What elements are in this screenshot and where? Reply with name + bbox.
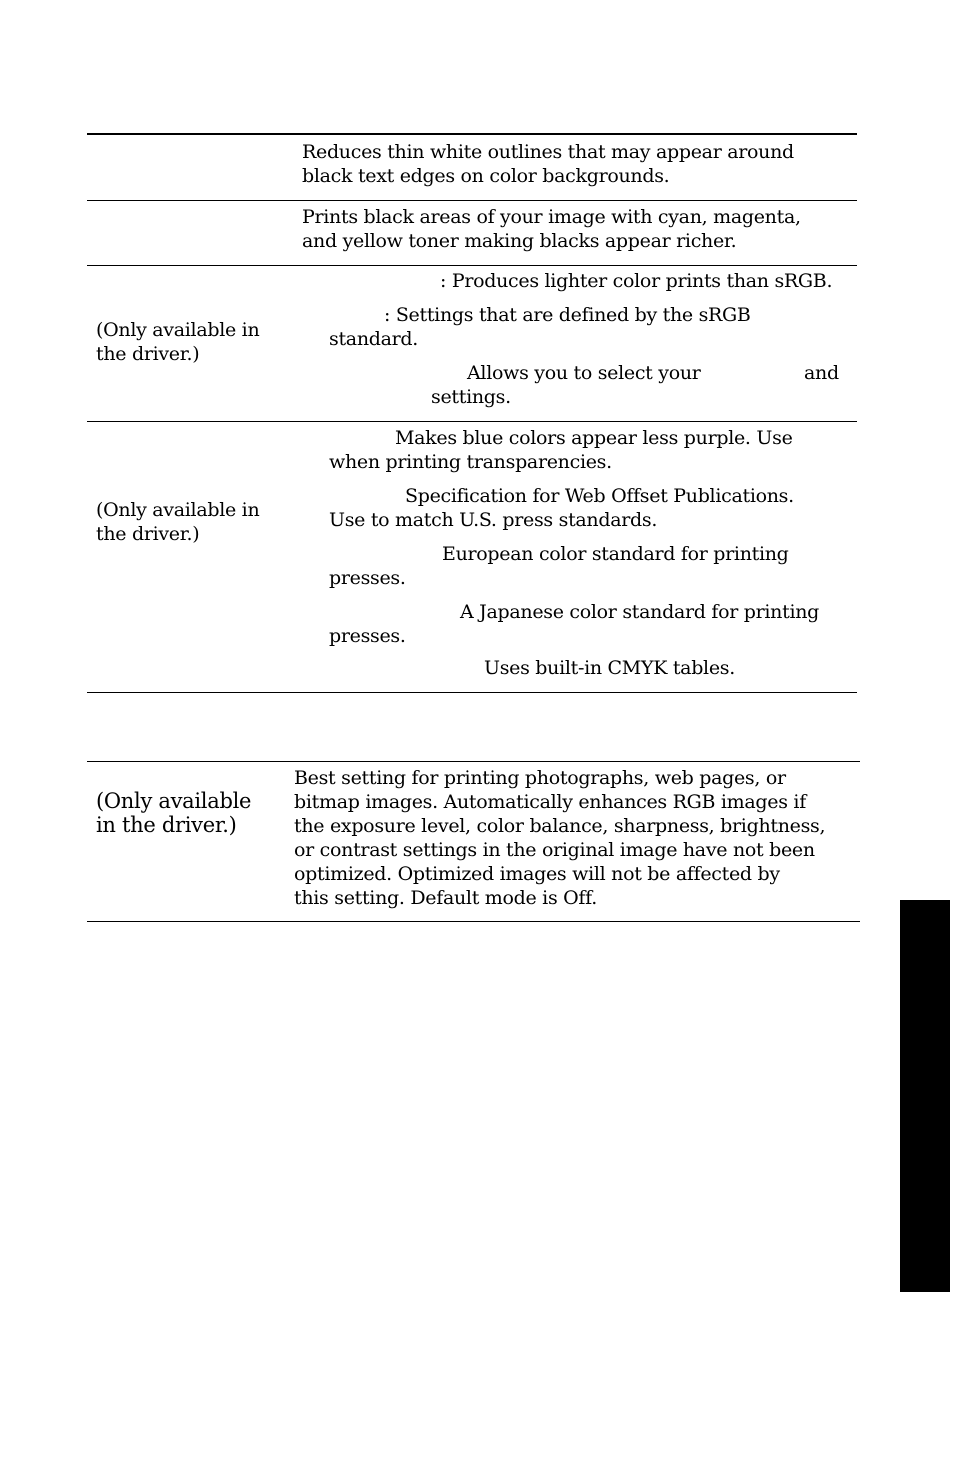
cmyk-option-desc: Makes blue colors appear less purple. Use [395, 427, 793, 449]
cmyk-option-desc: presses. [329, 567, 406, 589]
chapter-thumb-tab [900, 900, 950, 1292]
photo-desc-line: this setting. Default mode is Off. [294, 887, 597, 909]
rich-black-desc-line: Prints black areas of your image with cyan, magenta, [302, 206, 801, 228]
rgb-option-desc: and [804, 362, 839, 384]
cmyk-option-desc: presses. [329, 625, 406, 647]
cmyk-availability-note: (Only available in [96, 499, 260, 521]
photo-desc-line: optimized. Optimized images will not be affected by [294, 863, 780, 885]
photo-availability-note: (Only available [96, 789, 252, 813]
rgb-option-desc: : Produces lighter color prints than sRGB. [440, 270, 833, 292]
table1-row-divider [87, 200, 857, 201]
photo-desc-line: the exposure level, color balance, sharpness, brightness, [294, 815, 826, 837]
rgb-option-desc: Allows you to select your [467, 362, 701, 384]
black-edge-desc-line: Reduces thin white outlines that may appear around [302, 141, 794, 163]
rgb-option-desc: settings. [431, 386, 511, 408]
photo-availability-note: in the driver.) [96, 813, 237, 837]
table1-top-rule [87, 133, 857, 135]
rgb-option-desc: standard. [329, 328, 419, 350]
table1-row-divider [87, 421, 857, 422]
cmyk-option-desc: Uses built-in CMYK tables. [484, 657, 735, 679]
cmyk-option-desc: Specification for Web Offset Publications. [405, 485, 794, 507]
cmyk-availability-note: the driver.) [96, 523, 200, 545]
rgb-availability-note: (Only available in [96, 319, 260, 341]
cmyk-option-desc: A Japanese color standard for printing [460, 601, 820, 623]
photo-desc-line: Best setting for printing photographs, web pages, or [294, 767, 786, 789]
table1-row-divider [87, 265, 857, 266]
rgb-option-desc: : Settings that are defined by the sRGB [384, 304, 751, 326]
black-edge-desc-line: black text edges on color backgrounds. [302, 165, 670, 187]
table2-top-rule [87, 761, 860, 762]
rich-black-desc-line: and yellow toner making blacks appear richer. [302, 230, 737, 252]
photo-desc-line: bitmap images. Automatically enhances RGB images if [294, 791, 806, 813]
cmyk-option-desc: European color standard for printing [442, 543, 789, 565]
photo-desc-line: or contrast settings in the original image have not been [294, 839, 815, 861]
table2-bottom-rule [87, 921, 860, 922]
cmyk-option-desc: Use to match U.S. press standards. [329, 509, 658, 531]
rgb-availability-note: the driver.) [96, 343, 200, 365]
table1-bottom-rule [87, 692, 857, 693]
cmyk-option-desc: when printing transparencies. [329, 451, 612, 473]
